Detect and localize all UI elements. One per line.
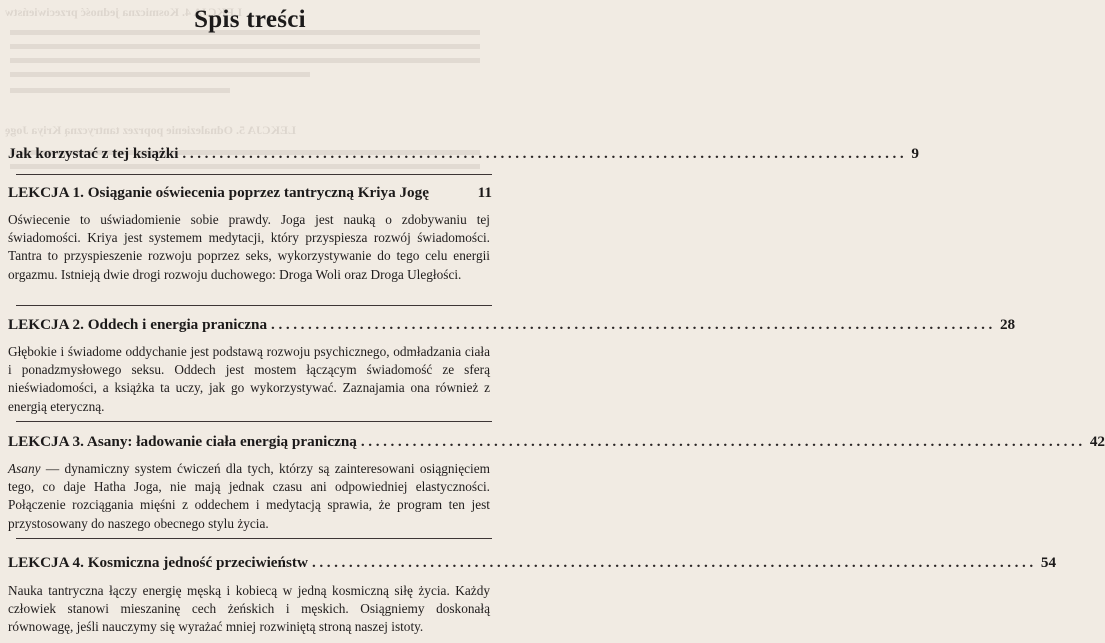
lesson-description: Oświecenie to uświadomienie sobie prawdy. Joga jest nauką o zdobywaniu tej świadomości. Kriya jest systemem medytacji, który przyspiesza rozwój świadomości. Tantra to przyspieszenie rozwoju poprzez seks, wykorzystywanie do tego celu energii orgazmu. Istnieją dwie drogi rozwoju duchowego: Droga Woli oraz Droga Uległości. (8, 212, 490, 282)
lesson-title: LEKCJA 3. Asany: ładowanie ciała energią praniczną (8, 433, 357, 450)
toc-entry-intro[interactable] (8, 145, 919, 163)
lesson-page: 54 (1040, 554, 1057, 571)
lesson-title: LEKCJA 4. Kosmiczna jedność przeciwieństw (8, 554, 308, 571)
lesson-page: 11 (477, 184, 492, 201)
lesson-description: Nauka tantryczna łączy energię męską i kobiecą w jedną kosmiczną siłę życia. Każdy człowiek stanowi mieszaninę cech żeńskich i męskich. Osiągniemy doskonałą równowagę, jeśli nauczymy się wyrażać mniej rozwiniętą stroną naszej istoty. (8, 583, 490, 635)
lesson-page: 42 (1089, 433, 1105, 450)
lesson-description (8, 460, 490, 533)
dot-leader: .................................................................................................. (311, 554, 1037, 571)
description-text: — dynamiczny system ćwiczeń dla tych, którzy są zainteresowani osiągnięciem tego, co daje Hatha Joga, nie mają jednak czasu ani odpowiedniej elastyczności. Połączenie rozciągania mięśni z oddechem i medytacją sprawia, że program ten jest przystosowany do naszego obecnego stylu życia. (8, 461, 490, 531)
divider (16, 305, 492, 306)
dot-leader: .................................................................................................. (271, 316, 996, 333)
bleed-line-2: LEKCJA 5. Odnalezienie poprzez tantryczną Kriya Jogę (5, 123, 296, 137)
dot-leader: .................................................................................................. (182, 145, 908, 162)
toc-entry-lesson-3[interactable] (8, 433, 1105, 451)
page-title: Spis treści (194, 6, 306, 33)
divider (16, 421, 492, 422)
dot-leader: .................................................................................................. (360, 433, 1086, 450)
lesson-title: LEKCJA 1. Osiąganie oświecenia poprzez tantryczną Kriya Jogę (8, 184, 429, 201)
toc-entry-lesson-4[interactable] (8, 554, 1057, 572)
lesson-description: Głębokie i świadome oddychanie jest podstawą rozwoju psychicznego, odmładzania ciała i ponadzmysłowego seksu. Oddech jest mostem łączącym świadomość ze sferą nieświadomości, a książka ta uczy, jak go wykorzystywać. Zaznajamia ona również z energią eteryczną. (8, 344, 490, 414)
toc-entry-label: Jak korzystać z tej książki (8, 145, 179, 162)
lesson-title: LEKCJA 2. Oddech i energia praniczna (8, 316, 268, 333)
bleed-line-1: LEKCJA 4. Kosmiczna jedność przeciwieństw (5, 5, 242, 19)
toc-entry-lesson-1[interactable] (8, 184, 492, 202)
toc-entry-lesson-2[interactable] (8, 316, 1016, 334)
lesson-page: 28 (999, 316, 1016, 333)
divider (16, 538, 492, 539)
description-term: Asany (8, 461, 41, 476)
toc-entry-page: 9 (911, 145, 919, 162)
divider (16, 174, 492, 175)
